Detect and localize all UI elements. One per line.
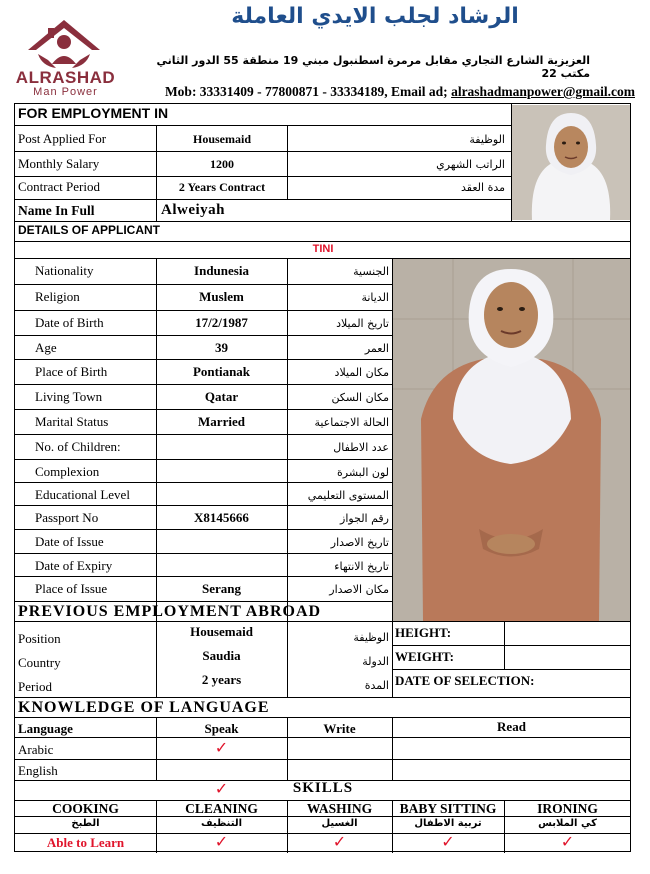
company-address-ar: العزيزية الشارع التجاري مقابل مرمرة اسطنبول مبني 19 منطقة 55 الدور الثاني مكتب 22: [156, 54, 590, 80]
previous-right-label: DATE OF SELECTION:: [395, 673, 535, 688]
previous-value: Saudia: [202, 648, 241, 663]
previous-value: Housemaid: [190, 624, 253, 639]
logo-subtitle: Man Power: [33, 86, 98, 98]
applicant-value: Qatar: [204, 389, 239, 404]
applicant-value: 17/2/1987: [195, 315, 248, 330]
skill-ar: تربية الاطفال: [414, 818, 482, 829]
col-read: Read: [497, 719, 526, 734]
contract-ar: مدة العقد: [461, 181, 505, 194]
applicant-label: Educational Level: [35, 487, 130, 502]
applicant-label: No. of Children:: [35, 439, 121, 454]
applicant-value: Serang: [202, 581, 241, 596]
applicant-label: Religion: [35, 289, 80, 304]
previous-right-label: WEIGHT:: [395, 649, 454, 664]
post-value: Housemaid: [192, 132, 251, 146]
mobile-numbers: Mob: 33331409 - 77800871 - 33334189, Email ad;: [164, 84, 452, 99]
ironing-check: ✓: [560, 832, 575, 851]
applicant-label-ar: المستوى التعليمي: [307, 489, 389, 502]
applicant-label-ar: مكان السكن: [331, 391, 389, 404]
contract-value: 2 Years Contract: [178, 180, 266, 194]
lang-english: English: [18, 763, 58, 778]
employment-heading: FOR EMPLOYMENT IN: [18, 105, 169, 121]
cv-form: [14, 103, 631, 852]
applicant-label: Living Town: [35, 389, 103, 404]
applicant-label: Place of Issue: [35, 581, 108, 596]
applicant-label-ar: تاريخ الميلاد: [336, 317, 389, 330]
applicant-label-ar: العمر: [364, 342, 389, 355]
previous-label: Period: [18, 679, 52, 694]
skill-ar: التنظيف: [200, 818, 243, 829]
email-link[interactable]: alrashadmanpower@gmail.com: [451, 84, 635, 99]
previous-value: 2 years: [201, 672, 242, 687]
col-write: Write: [323, 721, 356, 736]
name-label: Name In Full: [18, 203, 95, 218]
col-language: Language: [18, 721, 73, 736]
babysitting-check: ✓: [441, 832, 455, 851]
col-speak: Speak: [204, 721, 239, 736]
applicant-label-ar: لون البشرة: [337, 466, 389, 479]
applicant-label-ar: الديانة: [361, 291, 389, 304]
contact-line: [120, 84, 635, 100]
salary-ar: الراتب الشهري: [436, 158, 505, 171]
applicant-label: Age: [35, 340, 57, 355]
skill-en: COOKING: [52, 801, 119, 816]
applicant-photo-full: [393, 259, 630, 621]
applicant-label: Nationality: [35, 263, 94, 278]
salary-value: 1200: [210, 157, 234, 171]
applicant-label-ar: الحالة الاجتماعية: [314, 416, 389, 429]
skill-ar: كي الملابس: [538, 818, 597, 829]
applicant-label: Passport No: [35, 510, 99, 525]
previous-right-label: HEIGHT:: [395, 625, 452, 640]
applicant-label-ar: تاريخ الانتهاء: [334, 560, 389, 573]
applicant-label-ar: رقم الجواز: [340, 512, 389, 525]
nickname: TINI: [312, 243, 334, 255]
applicant-value: Married: [198, 414, 245, 429]
skill-en: BABY SITTING: [399, 801, 497, 816]
applicant-heading: DETAILS OF APPLICANT: [18, 223, 160, 237]
previous-label: Position: [18, 631, 61, 646]
skill-en: IRONING: [537, 801, 598, 816]
applicant-label: Marital Status: [35, 414, 109, 429]
arabic-speak-check: ✓: [214, 738, 229, 757]
applicant-label: Date of Expiry: [35, 558, 113, 573]
post-ar: الوظيفة: [469, 133, 505, 146]
washing-check: ✓: [332, 832, 347, 851]
previous-label: Country: [18, 655, 61, 670]
skill-en: WASHING: [306, 801, 373, 816]
applicant-label-ar: مكان الاصدار: [329, 583, 389, 596]
previous-label-ar: الدولة: [362, 655, 389, 668]
applicant-photo-small: [512, 105, 630, 220]
applicant-value: Pontianak: [192, 364, 251, 379]
post-label: Post Applied For: [18, 131, 107, 146]
applicant-label: Date of Birth: [35, 315, 104, 330]
skill-ar: الغسيل: [321, 818, 358, 829]
applicant-value: 39: [215, 340, 228, 355]
applicant-value: X8145666: [194, 510, 249, 525]
company-title-ar: الرشاد لجلب الايدي العاملة: [231, 4, 519, 29]
language-heading: KNOWLEDGE OF LANGUAGE: [18, 699, 270, 716]
previous-label-ar: المدة: [364, 679, 389, 692]
applicant-label-ar: الجنسية: [353, 265, 389, 278]
cleaning-check: ✓: [214, 832, 229, 851]
name-value: Alweiyah: [161, 202, 225, 218]
lang-arabic: Arabic: [18, 742, 54, 757]
applicant-value: Indunesia: [194, 263, 249, 278]
applicant-label-ar: عدد الاطفال: [333, 441, 389, 454]
previous-heading: PREVIOUS EMPLOYMENT ABROAD: [18, 603, 322, 620]
skill-en: CLEANING: [185, 801, 258, 816]
applicant-label: Complexion: [35, 464, 100, 479]
cooking-status: Able to Learn: [46, 835, 125, 850]
applicant-label-ar: مكان الميلاد: [334, 366, 389, 379]
applicant-label: Date of Issue: [35, 534, 104, 549]
applicant-value: Muslem: [199, 289, 244, 304]
skill-ar: الطبخ: [71, 818, 100, 829]
applicant-label-ar: تاريخ الاصدار: [330, 536, 389, 549]
previous-label-ar: الوظيفة: [353, 631, 389, 644]
applicant-label: Place of Birth: [35, 364, 108, 379]
skills-heading: SKILLS: [292, 780, 354, 796]
skills-top-check: ✓: [214, 779, 229, 798]
contract-label: Contract Period: [18, 179, 100, 194]
logo-name: ALRASHAD: [15, 68, 116, 87]
salary-label: Monthly Salary: [18, 156, 100, 171]
